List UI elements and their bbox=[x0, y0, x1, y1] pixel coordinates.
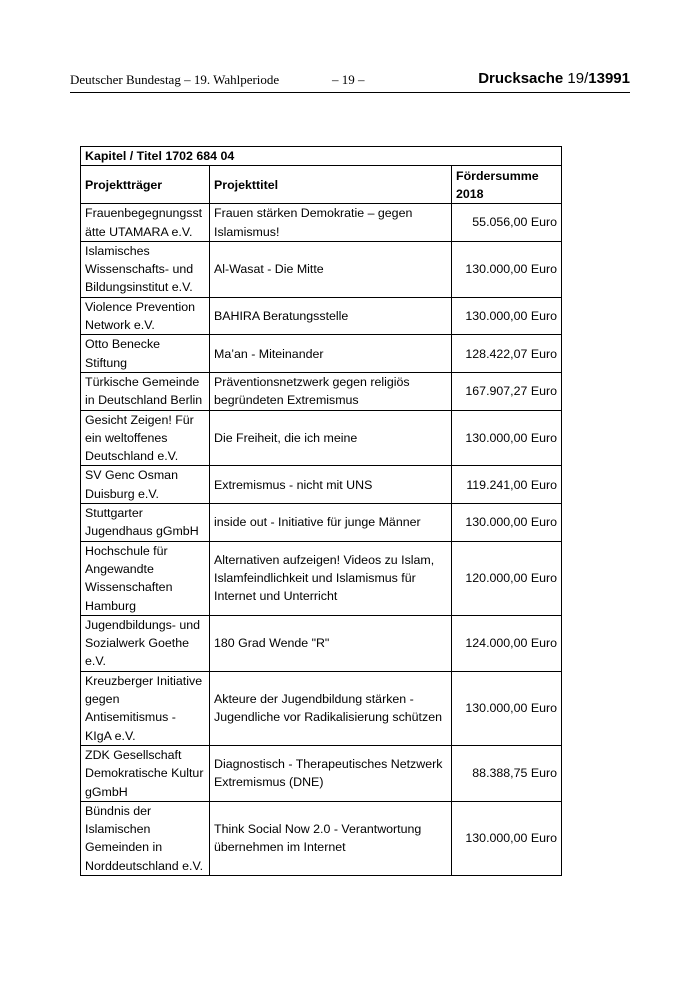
table-row bbox=[81, 204, 562, 242]
amount-cell: 130.000,00 Euro bbox=[452, 297, 562, 335]
amount-cell: 88.388,75 Euro bbox=[452, 745, 562, 801]
amount-cell: 130.000,00 Euro bbox=[452, 671, 562, 745]
titel-cell: Frauen stärken Demokratie – gegen Islamismus! bbox=[210, 204, 452, 242]
titel-cell: Diagnostisch - Therapeutisches Netzwerk Extremismus (DNE) bbox=[210, 745, 452, 801]
titel-cell: 180 Grad Wende "R" bbox=[210, 615, 452, 671]
traeger-cell: Hochschule für Angewandte Wissenschaften Hamburg bbox=[81, 541, 210, 615]
amount-cell: 124.000,00 Euro bbox=[452, 615, 562, 671]
table-row bbox=[81, 671, 562, 745]
titel-cell: Extremismus - nicht mit UNS bbox=[210, 466, 452, 504]
table-row bbox=[81, 801, 562, 875]
traeger-cell: ZDK Gesellschaft Demokratische Kultur gGmbH bbox=[81, 745, 210, 801]
table-row bbox=[81, 745, 562, 801]
table-row bbox=[81, 335, 562, 373]
amount-cell: 167.907,27 Euro bbox=[452, 372, 562, 410]
amount-cell: 130.000,00 Euro bbox=[452, 504, 562, 542]
table-row bbox=[81, 615, 562, 671]
column-header-amount-line1: Fördersumme bbox=[456, 168, 539, 183]
table-row bbox=[81, 410, 562, 466]
titel-cell: Ma’an - Miteinander bbox=[210, 335, 452, 373]
table-row bbox=[81, 504, 562, 542]
amount-cell: 119.241,00 Euro bbox=[452, 466, 562, 504]
traeger-cell: Otto Benecke Stiftung bbox=[81, 335, 210, 373]
column-header-amount-line2: 2018 bbox=[456, 186, 484, 201]
doc-label: Drucksache bbox=[478, 70, 564, 87]
doc-number-prefix: 19/ bbox=[567, 70, 589, 87]
amount-cell: 128.422,07 Euro bbox=[452, 335, 562, 373]
table-row bbox=[81, 466, 562, 504]
column-header-amount bbox=[452, 166, 562, 204]
funding-table bbox=[80, 146, 562, 876]
titel-cell: BAHIRA Beratungsstelle bbox=[210, 297, 452, 335]
amount-cell: 120.000,00 Euro bbox=[452, 541, 562, 615]
traeger-cell: Gesicht Zeigen! Für ein weltoffenes Deutschland e.V. bbox=[81, 410, 210, 466]
parliament-period: Deutscher Bundestag – 19. Wahlperiode bbox=[70, 72, 280, 87]
traeger-cell: Bündnis der Islamischen Gemeinden in Norddeutschland e.V. bbox=[81, 801, 210, 875]
page-header bbox=[70, 70, 630, 93]
traeger-cell: Türkische Gemeinde in Deutschland Berlin bbox=[81, 372, 210, 410]
titel-cell: Alternativen aufzeigen! Videos zu Islam, Islamfeindlichkeit und Islamismus für Internet und Unterricht bbox=[210, 541, 452, 615]
traeger-cell: Violence Prevention Network e.V. bbox=[81, 297, 210, 335]
traeger-cell: Jugendbildungs- und Sozialwerk Goethe e.V. bbox=[81, 615, 210, 671]
amount-cell: 130.000,00 Euro bbox=[452, 801, 562, 875]
traeger-cell: Frauenbegegnungsst ätte UTAMARA e.V. bbox=[81, 204, 210, 242]
traeger-cell: Stuttgarter Jugendhaus gGmbH bbox=[81, 504, 210, 542]
table-row bbox=[81, 297, 562, 335]
document-number bbox=[478, 70, 630, 87]
titel-cell: Präventionsnetzwerk gegen religiös begründeten Extremismus bbox=[210, 372, 452, 410]
doc-number: 13991 bbox=[588, 70, 630, 87]
table-row bbox=[81, 241, 562, 297]
titel-cell: inside out - Initiative für junge Männer bbox=[210, 504, 452, 542]
column-header-traeger: Projektträger bbox=[81, 166, 210, 204]
titel-cell: Al-Wasat - Die Mitte bbox=[210, 241, 452, 297]
titel-cell: Die Freiheit, die ich meine bbox=[210, 410, 452, 466]
column-header-titel: Projekttitel bbox=[210, 166, 452, 204]
amount-cell: 130.000,00 Euro bbox=[452, 410, 562, 466]
titel-cell: Think Social Now 2.0 - Verantwortung übernehmen im Internet bbox=[210, 801, 452, 875]
traeger-cell: Kreuzberger Initiative gegen Antisemitismus - KIgA e.V. bbox=[81, 671, 210, 745]
amount-cell: 55.056,00 Euro bbox=[452, 204, 562, 242]
amount-cell: 130.000,00 Euro bbox=[452, 241, 562, 297]
titel-cell: Akteure der Jugendbildung stärken - Jugendliche vor Radikalisierung schützen bbox=[210, 671, 452, 745]
page-number: – 19 – bbox=[332, 72, 365, 87]
traeger-cell: Islamisches Wissenschafts- und Bildungsinstitut e.V. bbox=[81, 241, 210, 297]
table-row bbox=[81, 372, 562, 410]
table-row bbox=[81, 541, 562, 615]
traeger-cell: SV Genc Osman Duisburg e.V. bbox=[81, 466, 210, 504]
chapter-title: Kapitel / Titel 1702 684 04 bbox=[81, 147, 562, 166]
